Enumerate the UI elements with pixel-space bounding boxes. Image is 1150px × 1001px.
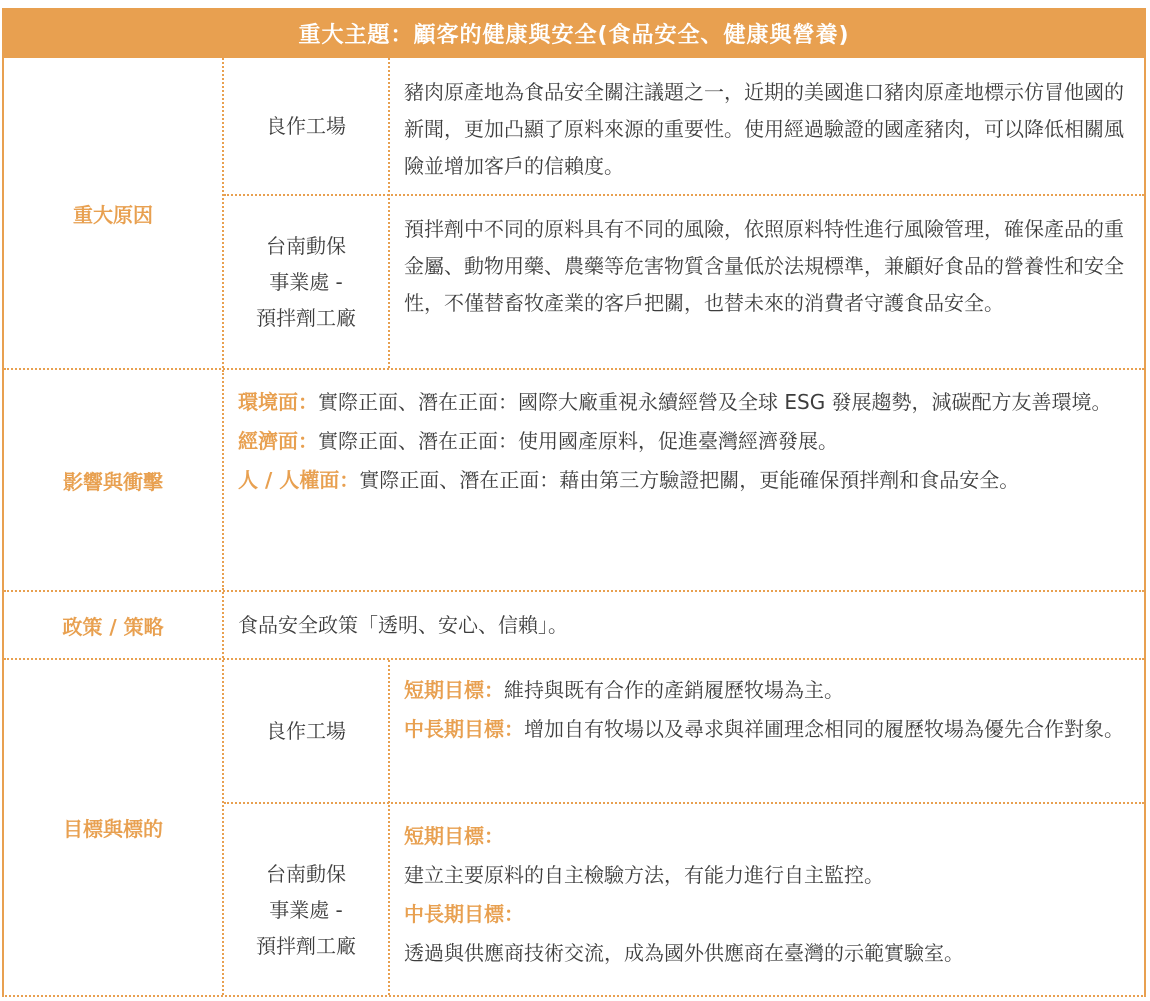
impact-item-human-rights — [238, 462, 1130, 499]
goal-label: 中長期目標： — [404, 717, 524, 741]
unit-line: 事業處 - — [269, 270, 343, 294]
goal-text: 增加自有牧場以及尋求與祥圃理念相同的履歷牧場為優先合作對象。 — [524, 717, 1124, 741]
goals-header: 目標與標的 — [63, 817, 163, 841]
impact-text: 實際正面、潛在正面：國際大廠重視永續經營及全球 ESG 發展趨勢，減碳配方友善環境。 — [318, 390, 1112, 414]
impact-label: 人 / 人權面： — [238, 468, 360, 492]
goals-unit-2 — [224, 804, 388, 995]
impact-label: 經濟面： — [238, 429, 318, 453]
reasons-unit-2 — [224, 196, 388, 368]
table-frame — [2, 58, 1146, 995]
goals-content-1 — [390, 672, 1146, 802]
goal-text: 透過與供應商技術交流，成為國外供應商在臺灣的示範實驗室。 — [404, 941, 964, 965]
goal-text: 維持與既有合作的產銷履歷牧場為主。 — [504, 678, 844, 702]
unit-line: 台南動保 — [266, 234, 346, 258]
policy-text: 食品安全政策「透明、安心、信賴」。 — [238, 612, 568, 637]
goals-unit-1: 良作工場 — [266, 719, 346, 743]
unit-line: 預拌劑工廠 — [256, 306, 356, 330]
policy-header: 政策 / 策略 — [62, 614, 164, 639]
goals-content-2 — [390, 818, 1146, 995]
impact-item-environment — [238, 384, 1130, 421]
reasons-text-1: 豬肉原產地為食品安全關注議題之一，近期的美國進口豬肉原產地標示仿冒他國的新聞，更加凸顯了原料來源的重要性。使用經過驗證的國產豬肉，可以降低相關風險並增加客戶的信賴度。 — [404, 80, 1124, 178]
impact-content — [224, 384, 1144, 590]
unit-line: 事業處 - — [269, 897, 343, 922]
unit-line: 台南動保 — [266, 861, 346, 886]
impact-label: 環境面： — [238, 390, 318, 414]
goal-text: 建立主要原料的自主檢驗方法，有能力進行自主監控。 — [404, 863, 884, 887]
short-term-goal — [404, 672, 1132, 709]
long-term-goal — [404, 711, 1132, 748]
unit-line: 預拌劑工廠 — [256, 933, 356, 958]
goal-label: 短期目標： — [404, 824, 504, 848]
impact-header: 影響與衝擊 — [63, 469, 163, 494]
goal-label: 中長期目標： — [404, 902, 524, 926]
reasons-text-2: 預拌劑中不同的原料具有不同的風險，依照原料特性進行風險管理，確保產品的重金屬、動物用藥、農藥等危害物質含量低於法規標準，兼顧好食品的營養性和安全性，不僅替畜牧產業的客戶把關，也替未來的消費者守護食品安全。 — [404, 217, 1124, 315]
impact-text: 實際正面、潛在正面：使用國產原料，促進臺灣經濟發展。 — [318, 429, 838, 453]
table-bottom-border — [2, 995, 1146, 997]
impact-text: 實際正面、潛在正面：藉由第三方驗證把關，更能確保預拌劑和食品安全。 — [359, 468, 1020, 492]
reasons-header: 重大原因 — [73, 202, 153, 227]
table-title: 重大主題：顧客的健康與安全(食品安全、健康與營養) — [2, 8, 1146, 58]
goal-label: 短期目標： — [404, 678, 504, 702]
impact-item-economy — [238, 423, 1130, 460]
reasons-unit-1: 良作工場 — [266, 114, 346, 138]
